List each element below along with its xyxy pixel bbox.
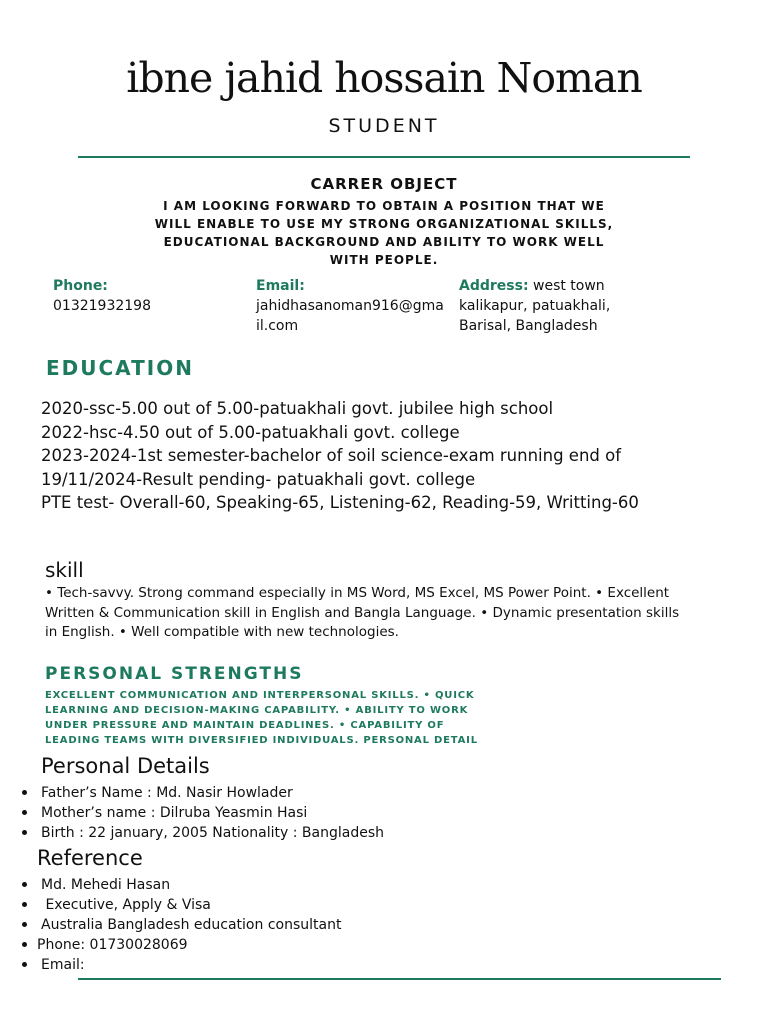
header-divider [78,156,690,158]
education-list [41,397,741,515]
education-line: 2020-ssc-5.00 out of 5.00-patuakhali govt. jubilee high school [41,399,554,418]
education-line: 2023-2024-1st semester-bachelor of soil science-exam running end of [41,446,622,466]
list-item: Australia Bangladesh education consultant [41,915,341,935]
contact-phone [53,276,233,316]
email-value: jahidhasanoman916@gmail.com [256,298,444,334]
list-item: Executive, Apply & Visa [41,895,341,915]
list-item: Phone: 01730028069 [37,935,341,955]
personal-details-title: Personal Details [41,754,210,778]
list-item: Mother’s name : Dilruba Yeasmin Hasi [41,803,384,823]
candidate-role: STUDENT [328,115,440,137]
bullet-icon [22,922,27,927]
bullet-icon [22,790,27,795]
list-item: Birth : 22 january, 2005 Nationality : Bangladesh [41,823,384,843]
contact-email [256,276,446,336]
phone-value: 01321932198 [53,298,151,314]
address-label: Address: [459,278,529,294]
reference-title: Reference [37,846,143,870]
personal-details-list [41,783,384,843]
reference-list [37,875,342,975]
footer-divider [78,978,721,980]
education-line: 2022-hsc-4.50 out of 5.00-patuakhali govt. college [41,422,460,442]
skill-text: • Tech-savvy. Strong command especially in MS Word, MS Excel, MS Power Point. • Excellent Written & Communication skill in English and Bangla Language. • Dynamic presentation skills in English. • Well compatible with new technologies. [45,585,680,640]
bullet-icon [22,810,27,815]
bullet-icon [22,882,27,887]
list-item: Md. Mehedi Hasan [41,875,341,895]
strengths-title: PERSONAL STRENGTHS [45,664,304,684]
objective-text: I AM LOOKING FORWARD TO OBTAIN A POSITION THAT WE WILL ENABLE TO USE MY STRONG ORGANIZATIONAL SKILLS, EDUCATIONAL BACKGROUND AND ABILITY TO WORK WELL WITH PEOPLE. [154,199,614,267]
education-line: 19/11/2024-Result pending- patuakhali govt. college [41,469,476,489]
objective-title: CARRER OBJECT [310,175,458,193]
list-item: Father’s Name : Md. Nasir Howlader [41,783,384,803]
skill-title: skill [45,558,84,582]
bullet-icon [22,942,27,947]
strengths-text: EXCELLENT COMMUNICATION AND INTERPERSONAL SKILLS. • QUICK LEARNING AND DECISION-MAKING CAPABILITY. • ABILITY TO WORK UNDER PRESSURE AND MAINTAIN DEADLINES. • CAPABILITY OF LEADING TEAMS WITH DIVERSIFIED INDIVIDUALS. PERSONAL DETAIL [45,690,478,746]
email-label: Email: [256,278,305,294]
list-item: Email: [41,955,341,975]
phone-label: Phone: [53,278,108,294]
bullet-icon [22,830,27,835]
address-value: west town kalikapur, patuakhali, Barisal, Bangladesh [459,278,611,334]
bullet-icon [22,902,27,907]
contact-address [459,276,649,336]
education-title: EDUCATION [46,356,194,380]
education-line: PTE test- Overall-60, Speaking-65, Listening-62, Reading-59, Writting-60 [41,493,639,513]
candidate-name: ibne jahid hossain Noman [126,54,642,102]
bullet-icon [22,962,27,967]
